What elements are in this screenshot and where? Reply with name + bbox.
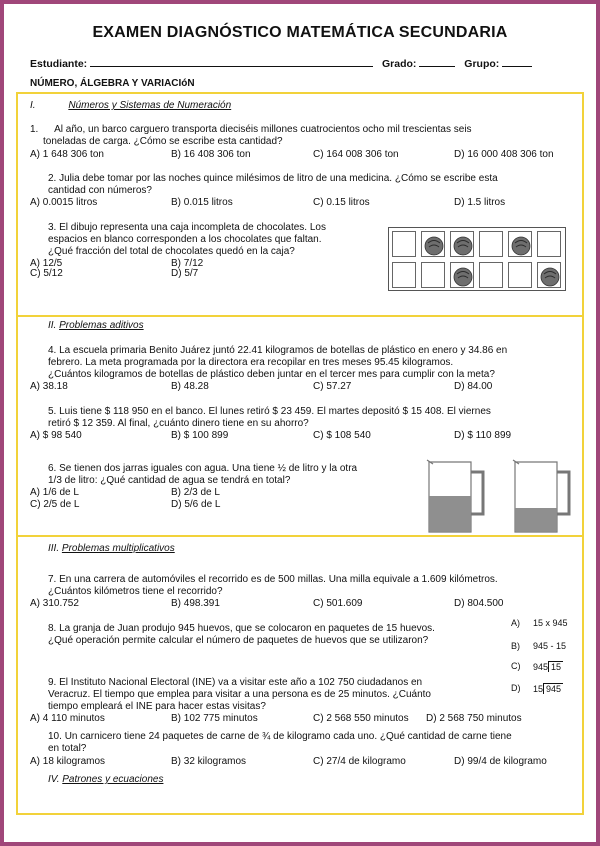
subsection-1-heading: [30, 100, 231, 111]
question-text-line: El Instituto Nacional Electoral (INE) va a visitar este año a 102 750 ciudadanos en: [59, 677, 423, 688]
question-number: 3.: [48, 222, 57, 233]
option-c[interactable]: C) 5/12: [30, 268, 63, 279]
chocolate-cell-empty: [508, 262, 532, 288]
question-number: 7.: [48, 574, 57, 585]
chocolate-cell-empty: [392, 262, 416, 288]
long-division-bracket: [543, 683, 563, 694]
question-3: [48, 222, 326, 258]
question-text-line: retiró $ 12 359. Al final, ¿cuánto dinero tiene en su ahorro?: [48, 418, 309, 429]
option-d[interactable]: D) 84.00: [454, 381, 493, 392]
question-number: 8.: [48, 623, 57, 634]
option-letter: B): [511, 641, 520, 651]
subsection-2-roman: II.: [48, 320, 57, 331]
chocolate-icon: [511, 234, 531, 256]
student-label: Estudiante:: [30, 58, 88, 70]
question-8: [48, 623, 435, 647]
option-value: [533, 683, 563, 694]
grade-label: Grado:: [382, 58, 417, 70]
option-a[interactable]: A) 310.752: [30, 598, 79, 609]
question-text-line: La escuela primaria Benito Juárez juntó 22.41 kilogramos de botellas de plástico en enero y 34.86 en: [59, 345, 508, 356]
question-1: [30, 124, 472, 148]
dividend: 15: [533, 684, 544, 694]
water-jar-third-liter: [511, 458, 573, 534]
question-6: [48, 463, 357, 487]
option-c[interactable]: C) 164 008 306 ton: [313, 149, 399, 160]
subsection-3-title: Problemas multiplicativos: [61, 543, 175, 554]
subsection-1-roman: I.: [30, 100, 36, 111]
student-info-line: [30, 57, 532, 70]
question-number: 5.: [48, 406, 57, 417]
grade-field[interactable]: [419, 57, 455, 67]
section-heading: NÚMERO, ÁLGEBRA Y VARIACIóN: [30, 78, 195, 89]
long-division-bracket: [548, 661, 563, 672]
question-7: [48, 574, 498, 598]
option-b[interactable]: B) 16 408 306 ton: [171, 149, 251, 160]
chocolate-cell-filled: [450, 262, 474, 288]
option-c[interactable]: C) $ 108 540: [313, 430, 371, 441]
group-label: Grupo:: [464, 58, 500, 70]
option-b[interactable]: B) 32 kilogramos: [171, 756, 247, 767]
question-number: 9.: [48, 677, 57, 688]
chocolate-cell-empty: [421, 262, 445, 288]
subsection-4-heading: [48, 774, 163, 785]
subsection-2-heading: [48, 320, 144, 331]
option-d[interactable]: D) 1.5 litros: [454, 197, 506, 208]
option-a[interactable]: A) 1 648 306 ton: [30, 149, 104, 160]
question-number: 10.: [48, 731, 62, 742]
chocolate-cell-empty: [479, 231, 503, 257]
question-text-line: ¿Cuántos kilómetros tiene el recorrido?: [48, 586, 223, 597]
option-letter: D): [511, 683, 521, 693]
question-text-line: en total?: [48, 743, 87, 754]
chocolate-box-figure: [388, 227, 566, 291]
chocolate-cell-empty: [479, 262, 503, 288]
chocolate-icon: [540, 265, 560, 287]
chocolate-cell-filled: [450, 231, 474, 257]
question-text-line: toneladas de carga. ¿Cómo se escribe esta cantidad?: [43, 136, 283, 147]
option-b[interactable]: B) 48.28: [171, 381, 209, 392]
question-text-line: Un carnicero tiene 24 paquetes de carne de ¾ de kilogramo cada uno. ¿Qué cantidad de carne tiene: [64, 731, 512, 742]
option-a[interactable]: A) 12/5: [30, 258, 63, 269]
question-5: [48, 406, 491, 430]
option-b[interactable]: B) 0.015 litros: [171, 197, 233, 208]
option-d[interactable]: D) 5/7: [171, 268, 199, 279]
question-text-line: espacios en blanco corresponden a los chocolates que faltan.: [48, 234, 322, 245]
option-d[interactable]: D) 804.500: [454, 598, 504, 609]
option-c[interactable]: C) 2 568 550 minutos: [313, 713, 409, 724]
chocolate-icon: [453, 234, 473, 256]
option-b[interactable]: B) 102 775 minutos: [171, 713, 258, 724]
divisor: 15: [551, 662, 562, 672]
chocolate-icon: [424, 234, 444, 256]
option-a[interactable]: A) 1/6 de L: [30, 487, 79, 498]
option-c[interactable]: C) 27/4 de kilogramo: [313, 756, 406, 767]
option-d[interactable]: D) 2 568 750 minutos: [426, 713, 522, 724]
option-d[interactable]: D) 5/6 de L: [171, 499, 221, 510]
subsection-3-roman: III.: [48, 543, 60, 554]
question-text-line: Al año, un barco carguero transporta dieciséis millones cuatrocientos ocho mil trescientas seis: [54, 124, 472, 135]
dividend: 945: [533, 662, 549, 672]
question-text-line: ¿Cuántos kilogramos de botellas de plástico deben juntar en el tercer mes para cumplir con la meta?: [48, 369, 495, 380]
subsection-1-title: Números y Sistemas de Numeración: [68, 100, 232, 111]
water-jar-half-liter: [425, 458, 487, 534]
exam-title: EXAMEN DIAGNÓSTICO MATEMÁTICA SECUNDARIA: [92, 24, 508, 41]
question-number: 1.: [30, 124, 39, 135]
option-letter: A): [511, 618, 520, 628]
question-text-line: La granja de Juan produjo 945 huevos, que se colocaron en paquetes de 15 huevos.: [59, 623, 435, 634]
question-text-line: febrero. La meta programada por la directora era recopilar en tres meses 95.45 kilogramos.: [48, 357, 454, 368]
question-text-line: Se tienen dos jarras iguales con agua. Una tiene ½ de litro y la otra: [59, 463, 358, 474]
question-text-line: ¿Qué operación permite calcular el número de paquetes de huevos que se utilizaron?: [48, 635, 429, 646]
option-c[interactable]: C) 0.15 litros: [313, 197, 370, 208]
student-name-field[interactable]: [90, 57, 373, 67]
chocolate-cell-filled: [421, 231, 445, 257]
subsection-4-title: Patrones y ecuaciones: [62, 774, 164, 785]
question-text-line: Veracruz. El tiempo que emplea para visitar a una persona es de 25 minutos. ¿Cuánto: [48, 689, 431, 700]
option-c[interactable]: C) 2/5 de L: [30, 499, 80, 510]
chocolate-cell-empty: [392, 231, 416, 257]
question-text-line: En una carrera de automóviles el recorrido es de 500 millas. Una milla equivale a 1.609 kilómetros.: [59, 574, 498, 585]
question-10: [48, 731, 512, 755]
subsection-3-heading: [48, 543, 175, 554]
divisor: 945: [546, 684, 562, 694]
chocolate-cell-filled: [537, 262, 561, 288]
option-value: 945 - 15: [533, 641, 567, 651]
option-b[interactable]: B) 498.391: [171, 598, 220, 609]
option-a[interactable]: A) 0.0015 litros: [30, 197, 98, 208]
group-field[interactable]: [502, 57, 532, 67]
question-text-line: 1/3 de litro: ¿Qué cantidad de agua se tendrá en total?: [48, 475, 291, 486]
question-9: [48, 677, 431, 713]
option-a[interactable]: A) 38.18: [30, 381, 68, 392]
question-text-line: Julia debe tomar por las noches quince milésimos de litro de una medicina. ¿Cómo se escribe esta: [59, 173, 498, 184]
chocolate-cell-filled: [508, 231, 532, 257]
question-number: 2.: [48, 173, 57, 184]
option-d[interactable]: D) 16 000 408 306 ton: [454, 149, 554, 160]
option-b[interactable]: B) 2/3 de L: [171, 487, 220, 498]
question-4: [48, 345, 507, 381]
question-text-line: Luis tiene $ 118 950 en el banco. El lunes retiró $ 23 459. El martes depositó $ 15 408. El viernes: [59, 406, 491, 417]
option-b[interactable]: B) 7/12: [171, 258, 204, 269]
option-a[interactable]: A) $ 98 540: [30, 430, 82, 441]
question-text-line: ¿Qué fracción del total de chocolates quedó en la caja?: [48, 246, 295, 257]
option-c[interactable]: C) 57.27: [313, 381, 352, 392]
question-number: 6.: [48, 463, 57, 474]
option-b[interactable]: B) $ 100 899: [171, 430, 229, 441]
question-text-line: tiempo empleará el INE para hacer estas visitas?: [48, 701, 266, 712]
question-text-line: El dibujo representa una caja incompleta de chocolates. Los: [59, 222, 326, 233]
option-c[interactable]: C) 501.609: [313, 598, 363, 609]
option-a[interactable]: A) 18 kilogramos: [30, 756, 106, 767]
question-2: [48, 173, 498, 197]
option-value: [533, 661, 563, 672]
option-d[interactable]: D) $ 110 899: [454, 430, 512, 441]
option-d[interactable]: D) 99/4 de kilogramo: [454, 756, 547, 767]
option-a[interactable]: A) 4 110 minutos: [30, 713, 105, 724]
option-value: 15 x 945: [533, 618, 568, 628]
subsection-2-title: Problemas aditivos: [59, 320, 144, 331]
question-number: 4.: [48, 345, 57, 356]
question-text-line: cantidad con números?: [48, 185, 152, 196]
chocolate-icon: [453, 265, 473, 287]
subsection-4-roman: IV.: [48, 774, 60, 785]
option-letter: C): [511, 661, 521, 671]
chocolate-cell-empty: [537, 231, 561, 257]
